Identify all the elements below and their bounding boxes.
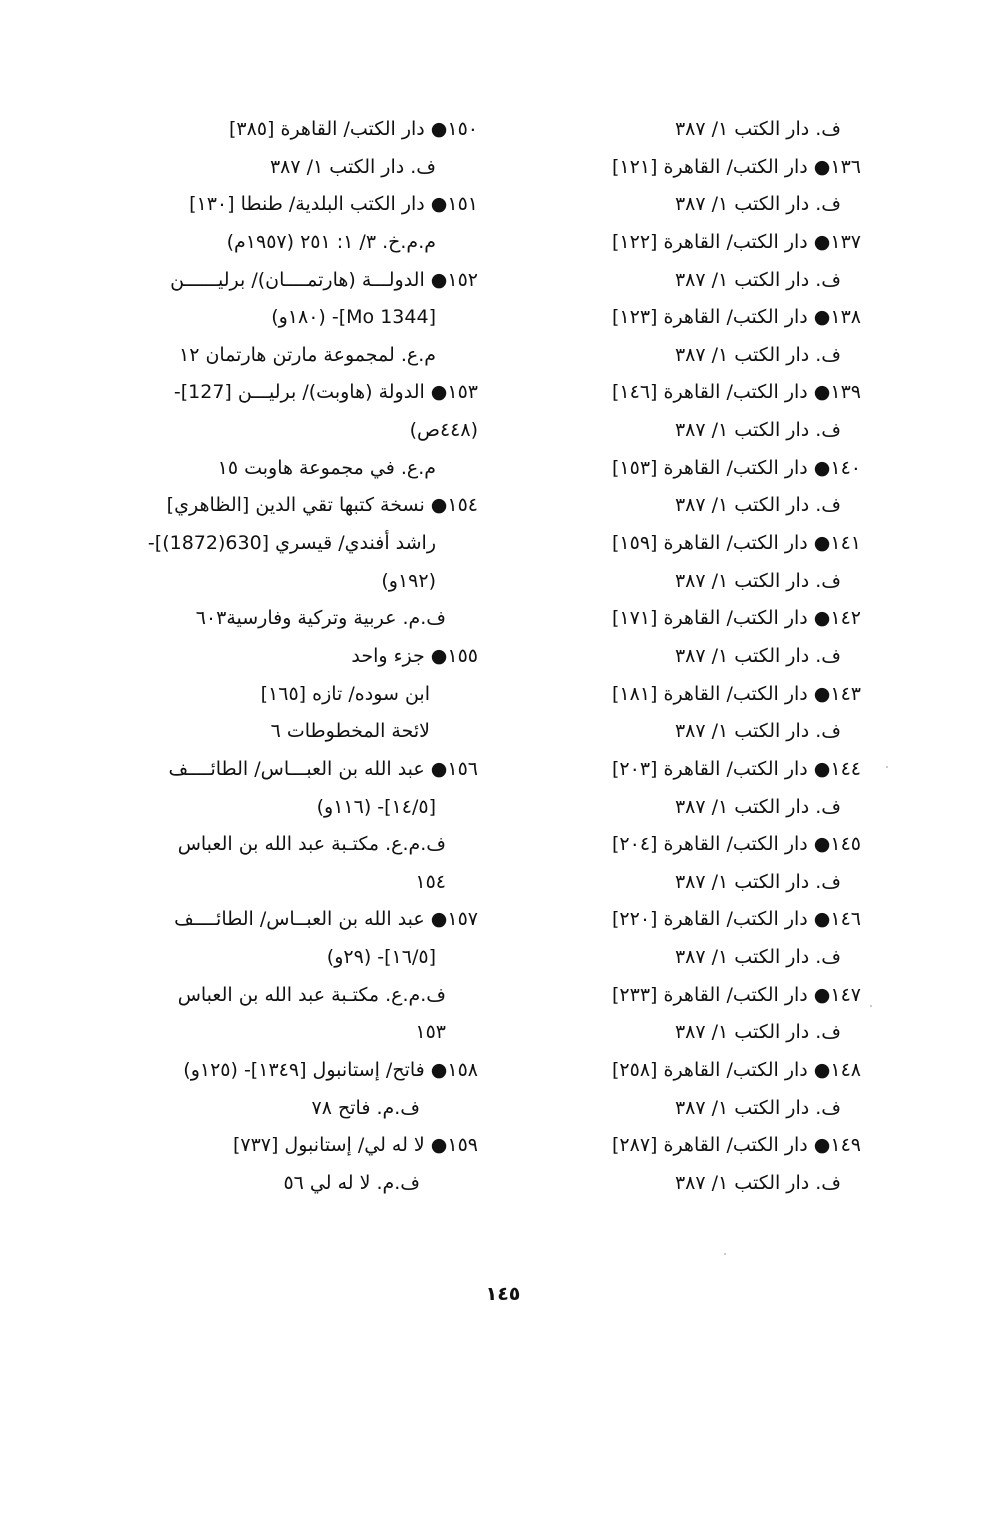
entry-line: ١٥٤● نسخة كتبها تقي الدين [الظاهري] — [166, 494, 478, 517]
entry-line: ١٤٠● دار الكتب/ القاهرة [١٥٣] — [611, 456, 861, 479]
entry-line: ١٥٤ — [415, 870, 446, 893]
entry-line: ١٣٧● دار الكتب/ القاهرة [١٢٢] — [611, 230, 861, 253]
entry-line: لائحة المخطوطات ٦ — [270, 720, 430, 743]
entry-line: ١٥٣● الدولة (هاوبت)/ برليـــن [127]- — [173, 381, 478, 404]
entry-line: ابن سوده/ تازه [١٦٥] — [260, 682, 430, 705]
entry-line: ١٤٩● دار الكتب/ القاهرة [٢٨٧] — [611, 1134, 861, 1157]
entry-line: ف.م.ع. مكتـبة عبد الله بن العباس — [177, 983, 446, 1006]
entry-line: ١٤٦● دار الكتب/ القاهرة [٢٢٠] — [611, 908, 861, 931]
entry-line: ١٤١● دار الكتب/ القاهرة [١٥٩] — [611, 532, 861, 555]
entry-line: راشد أفندي/ قيسري [630(1872)]- — [147, 532, 436, 555]
scan-speck — [886, 766, 888, 768]
entry-line: (٤٤٨ص) — [409, 419, 478, 442]
entry-line: ف. دار الكتب ١/ ٣٨٧ — [674, 946, 841, 969]
entry-line: ١٤٥● دار الكتب/ القاهرة [٢٠٤] — [611, 833, 861, 856]
entry-line: ف. دار الكتب ١/ ٣٨٧ — [674, 419, 841, 442]
entry-line: م.م.خ. ٣/ ١: ٢٥١ (١٩٥٧م) — [226, 230, 436, 253]
entry-line: ف.م. عربية وتركية وفارسية٦٠٣ — [195, 607, 446, 630]
entry-line: ف.م. فاتح ٧٨ — [311, 1096, 420, 1119]
entry-line: ١٤٣● دار الكتب/ القاهرة [١٨١] — [611, 682, 861, 705]
entry-line: ١٤٧● دار الكتب/ القاهرة [٢٣٣] — [611, 983, 861, 1006]
entry-line: م.ع. في مجموعة هاوبت ١٥ — [217, 456, 436, 479]
entry-line: ف. دار الكتب ١/ ٣٨٧ — [674, 1171, 841, 1194]
entry-line: ف. دار الكتب ١/ ٣٨٧ — [674, 118, 841, 140]
entry-line: ١٥٣ — [415, 1021, 446, 1044]
entry-line: ١٥٢● الدولـــة (هارتمــــان)/ برليــــــن — [170, 268, 478, 291]
entry-line: ف. دار الكتب ١/ ٣٨٧ — [674, 569, 841, 592]
entry-line: ف.م. لا له لي ٥٦ — [283, 1171, 420, 1194]
entry-line: ١٥٨● فاتح/ إستانبول [١٣٤٩]- (١٢٥و) — [183, 1059, 478, 1082]
left-column — [133, 111, 478, 1203]
entry-line: ١٣٩● دار الكتب/ القاهرة [١٤٦] — [611, 381, 861, 404]
entry-line: ١٥٩● لا له لي/ إستانبول [٧٣٧] — [232, 1134, 478, 1157]
right-column — [561, 111, 861, 1203]
entry-line: ف. دار الكتب ١/ ٣٨٧ — [674, 720, 841, 743]
scan-speck — [870, 1005, 872, 1007]
entry-line: ف. دار الكتب ١/ ٣٨٧ — [674, 870, 841, 893]
entry-line: ١٤٤● دار الكتب/ القاهرة [٢٠٣] — [611, 757, 861, 780]
entry-line: ١٤٨● دار الكتب/ القاهرة [٢٥٨] — [611, 1059, 861, 1082]
entry-line: [١٦/٥]- (٢٩و) — [326, 946, 436, 969]
entry-line: ف. دار الكتب ١/ ٣٨٧ — [674, 1096, 841, 1119]
entry-line: ف. دار الكتب ١/ ٣٨٧ — [674, 193, 841, 216]
entry-line: ف. دار الكتب ١/ ٣٨٧ — [674, 644, 841, 667]
entry-line: ١٥٠● دار الكتب/ القاهرة [٣٨٥] — [228, 118, 478, 140]
entry-line: ١٥٦● عبد الله بن العبـــاس/ الطائــــف — [168, 757, 478, 780]
entry-line: ١٥١● دار الكتب البلدية/ طنطا [١٣٠] — [189, 193, 478, 216]
entry-line: ١٥٧● عبد الله بن العبــاس/ الطائــــف — [174, 908, 478, 931]
entry-line: ف. دار الكتب ١/ ٣٨٧ — [674, 795, 841, 818]
entry-line: ف. دار الكتب ١/ ٣٨٧ — [674, 343, 841, 366]
entry-line: ١٣٦● دار الكتب/ القاهرة [١٢١] — [611, 155, 861, 178]
scan-speck — [724, 1253, 726, 1255]
entry-line: ف. دار الكتب ١/ ٣٨٧ — [674, 1021, 841, 1044]
entry-line: ف. دار الكتب ١/ ٣٨٧ — [269, 155, 436, 178]
entry-line: ١٤٢● دار الكتب/ القاهرة [١٧١] — [611, 607, 861, 630]
entry-line: [١٤/٥]- (١١٦و) — [316, 795, 436, 818]
entry-line: ف.م.ع. مكتـبة عبد الله بن العباس — [177, 833, 446, 856]
entry-line: (١٩٢و) — [381, 569, 436, 592]
entry-line: م.ع. لمجموعة مارتن هارتمان ١٢ — [178, 343, 436, 366]
page-number: ١٤٥ — [485, 1283, 521, 1305]
entry-line: [Mo 1344]- (١٨٠و) — [271, 306, 436, 329]
entry-line: ف. دار الكتب ١/ ٣٨٧ — [674, 494, 841, 517]
entry-line: ف. دار الكتب ١/ ٣٨٧ — [674, 268, 841, 291]
entry-line: ١٥٥● جزء واحد — [351, 644, 478, 667]
entry-line: ١٣٨● دار الكتب/ القاهرة [١٢٣] — [611, 306, 861, 329]
